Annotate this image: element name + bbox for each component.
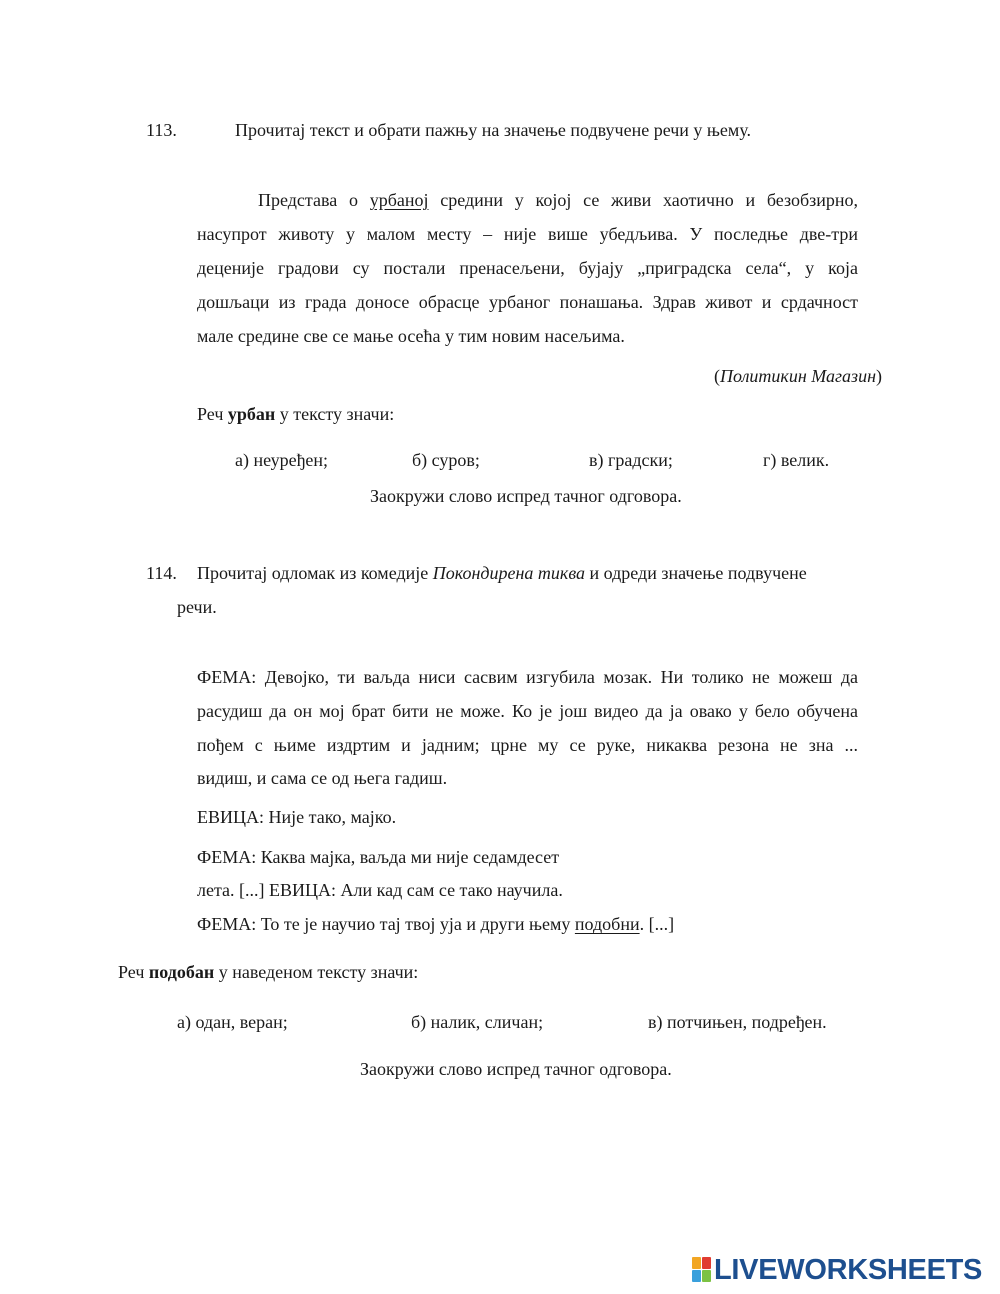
underlined-word-podobni: подобни	[574, 914, 640, 934]
answer-option-b[interactable]: б) суров;	[412, 450, 480, 470]
answer-option-v[interactable]: в) градски;	[589, 450, 673, 470]
logo-text: LIVEWORKSHEETS	[714, 1254, 983, 1286]
passage-line-3: деценије градови су постали пренасељени, бујају „приградска села“, у која	[197, 258, 858, 278]
question-113-instruction: Прочитај текст и обрати пажњу на значење подвучене речи у њему.	[235, 120, 752, 140]
question-114-instruction: Прочитај одломак из комедије Покондирена тиква и одреди значење подвучене	[197, 563, 807, 583]
question-114-prompt: Заокружи слово испред тачног одговора.	[360, 1059, 672, 1079]
question-113-prompt: Заокружи слово испред тачног одговора.	[370, 486, 682, 506]
answer-option-a-114[interactable]: а) одан, веран;	[177, 1012, 288, 1032]
answer-option-v-114[interactable]: в) потчињен, подређен.	[648, 1012, 827, 1032]
passage-line-4: дошљаци из града доносе обрасце урбаног понашања. Здрав живот и срдачност	[197, 292, 858, 312]
dialogue-line-5: ЕВИЦА: Није тако, мајко.	[197, 807, 397, 827]
question-113-text: Реч урбан у тексту значи:	[197, 404, 395, 424]
answer-option-g[interactable]: г) велик.	[763, 450, 830, 470]
passage-source: (Политикин Магазин)	[714, 366, 882, 386]
passage-line-5: мале средине све се мање осећа у тим новим насељима.	[197, 326, 625, 346]
dialogue-line-6: ФЕМА: Каква мајка, ваљда ми није седамдесет	[197, 847, 560, 867]
dialogue-line-1: ФЕМА: Девојко, ти ваљда ниси сасвим изгубила мозак. Ни толико не можеш да	[197, 667, 858, 687]
liveworksheets-logo	[692, 1253, 992, 1287]
passage-line-1: Представа о урбаној средини у којој се живи хаотично и безобзирно,	[258, 190, 858, 210]
question-114-number: 114.	[146, 563, 177, 583]
question-114-text: Реч подобан у наведеном тексту значи:	[118, 962, 419, 982]
answer-option-b-114[interactable]: б) налик, сличан;	[411, 1012, 544, 1032]
question-114-instruction-line-2: речи.	[177, 597, 217, 617]
logo-squares-icon	[692, 1257, 712, 1283]
dialogue-line-7: лета. [...] ЕВИЦА: Али кад сам се тако научила.	[197, 880, 563, 900]
dialogue-line-4: видиш, и сама се од њега гадиш.	[197, 768, 448, 788]
question-113-number: 113.	[146, 120, 177, 140]
dialogue-line-8: ФЕМА: То те је научио тај твој ујa и други њему подобни. [...]	[197, 914, 675, 934]
underlined-word-urban: урбаној	[369, 190, 429, 210]
dialogue-line-2: расудиш да он мој брат бити не може. Ко је још видео да ја овако у бело обучена	[197, 701, 858, 721]
passage-line-2: насупрот животу у малом месту – није више убедљива. У последње две-три	[197, 224, 858, 244]
answer-option-a[interactable]: а) неуређен;	[235, 450, 328, 470]
dialogue-line-3: пођем с њиме издртим и јадним; црне му се руке, никаква резона не зна ...	[197, 735, 858, 755]
